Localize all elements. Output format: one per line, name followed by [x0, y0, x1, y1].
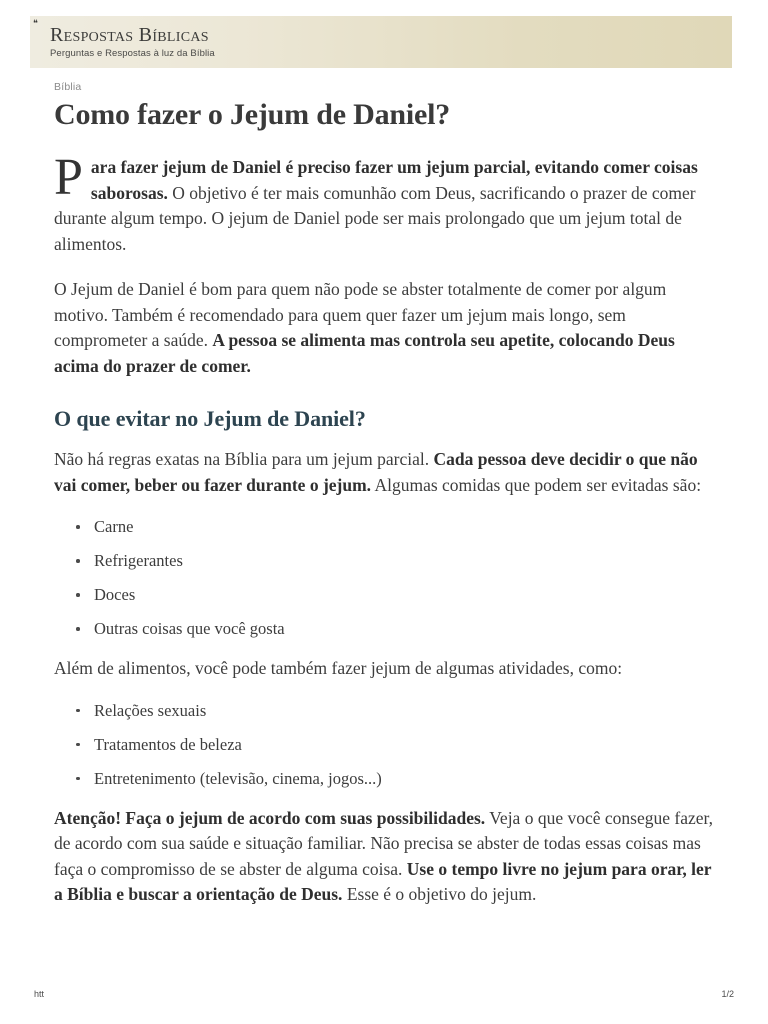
paragraph-3 [54, 447, 714, 498]
site-tagline: Perguntas e Respostas à luz da Bíblia [50, 48, 215, 59]
list-item: Doces [74, 584, 714, 606]
paragraph-4: Além de alimentos, você pode também fazer jejum de algumas atividades, como: [54, 658, 623, 678]
paragraph-3-plain-end: Algumas comidas que podem ser evitadas são: [371, 474, 702, 495]
list-item: Relações sexuais [74, 700, 714, 722]
lead-paragraph [54, 149, 714, 257]
paragraph-3-plain-start: Não há regras exatas na Bíblia para um jejum parcial. [54, 449, 434, 469]
lead-bold-text: ara fazer jejum de Daniel é preciso fazer um jejum parcial, evitando comer coisas saborosas. [90, 157, 698, 203]
print-footer [0, 988, 768, 1008]
paragraph-2-bold: A pessoa se alimenta mas controla seu apetite, colocando Deus acima do prazer de comer. [54, 330, 675, 376]
paragraph-5-plain-middle: Veja o que você consegue fazer, de acordo com sua saúde e situação familiar. Não precisa se abster de todas essas coisas mas faça o compromisso de se abster de alguma coisa. [54, 807, 713, 879]
footer-url: htt [34, 989, 45, 999]
paragraph-2 [54, 277, 714, 379]
header-corner-glyph: ❝ [33, 19, 37, 28]
site-header-banner [30, 16, 732, 68]
list-item: Tratamentos de beleza [74, 734, 714, 756]
paragraph-5 [54, 806, 714, 908]
list-item: Refrigerantes [74, 550, 714, 572]
paragraph-5-bold-start: Atenção! Faça o jejum de acordo com suas possibilidades. [54, 807, 486, 828]
list-item: Carne [74, 516, 714, 538]
list-item: Outras coisas que você gosta [74, 618, 714, 640]
breadcrumb[interactable]: Bíblia [54, 81, 82, 93]
footer-page-number: 1/2 [721, 989, 734, 999]
paragraph-5-bold-middle: Use o tempo livre no jejum para orar, ler a Bíblia e buscar a orientação de Deus. [54, 858, 712, 904]
paragraph-3-bold: Cada pessoa deve decidir o que não vai comer, beber ou fazer durante o jejum. [54, 449, 698, 495]
food-avoid-list [54, 516, 714, 640]
drop-cap: P [54, 149, 83, 206]
paragraph-5-plain-end: Esse é o objetivo do jejum. [342, 884, 537, 904]
site-title: Respostas Bíblicas [50, 24, 209, 46]
list-item: Entretenimento (televisão, cinema, jogos...) [74, 768, 714, 790]
lead-rest-text: O objetivo é ter mais comunhão com Deus, sacrificando o prazer de comer durante algum tempo. O jejum de Daniel pode ser mais prolongado que um jejum total de alimentos. [54, 182, 696, 254]
paragraph-2-plain: O Jejum de Daniel é bom para quem não pode se abster totalmente de comer por algum motivo. Também é recomendado para quem quer fazer um jejum mais longo, sem comprometer a saúde. [54, 279, 667, 350]
section-heading: O que evitar no Jejum de Daniel? [54, 406, 366, 431]
activity-avoid-list [54, 700, 714, 790]
article-container [54, 80, 714, 926]
page-title: Como fazer o Jejum de Daniel? [54, 98, 451, 131]
